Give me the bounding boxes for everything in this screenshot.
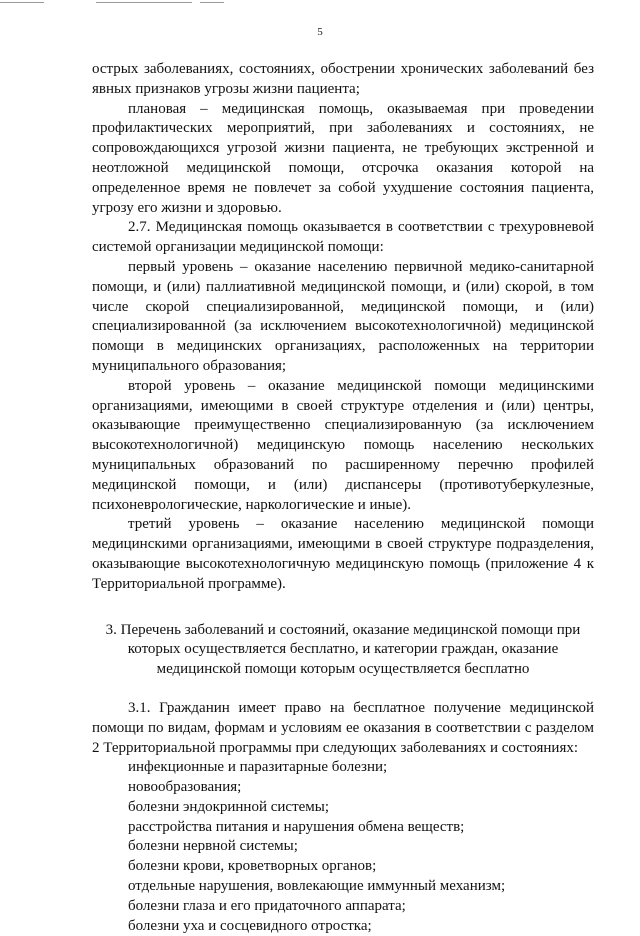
top-scan-rule-left: [0, 2, 44, 3]
section-3-heading: 3. Перечень заболеваний и состояний, оказание медицинской помощи при которых осуществляется бесплатно, и категории граждан, оказание медицинской помощи которым осуществляется бесплатно: [105, 621, 581, 678]
list-item: новообразования;: [128, 779, 242, 796]
paragraph-continuation: острых заболеваниях, состояниях, обострении хронических заболеваний без явных признаков угрозы жизни пациента;: [92, 61, 594, 97]
list-item: болезни эндокринной системы;: [128, 798, 330, 815]
list-item: отдельные нарушения, вовлекающие иммунный механизм;: [128, 878, 506, 895]
list-item: болезни крови, кроветворных органов;: [128, 858, 377, 875]
top-scan-rule-right: [200, 2, 224, 3]
paragraph-first-level: первый уровень – оказание населению первичной медико-санитарной помощи, и (или) паллиативной медицинской помощи, и (или) скорой, в том числе скорой специализированной, медицинской помощи, и (или) специализированной (за исключением высокотехнологичной) медицинской помощи в медицинских организациях, расположенных на территории муниципального образования;: [92, 258, 594, 374]
paragraph-third-level: третий уровень – оказание населению медицинской помощи медицинскими организациями, имеющими в своей структуре подразделения, оказывающие высокотехнологичную медицинскую помощь (приложение 4 к Территориальной программе).: [92, 516, 594, 592]
page-number: 5: [317, 26, 323, 38]
list-item: болезни нервной системы;: [128, 838, 298, 855]
diseases-list: [92, 758, 594, 936]
list-item: инфекционные и паразитарные болезни;: [128, 759, 388, 776]
list-item: болезни уха и сосцевидного отростка;: [128, 917, 372, 934]
list-item: расстройства питания и нарушения обмена веществ;: [128, 818, 465, 835]
paragraph-planned-care: плановая – медицинская помощь, оказываемая при проведении профилактических мероприятий, при заболеваниях и состояниях, не сопровождающихся угрозой жизни пациента, не требующих экстренной и неотложной медицинской помощи, отсрочка оказания которой на определенное время не повлечет за собой ухудшение состояния пациента, угрозу его жизни и здоровью.: [92, 100, 594, 216]
paragraph-3-1: 3.1. Гражданин имеет право на бесплатное получение медицинской помощи по видам, формам и условиям ее оказания в соответствии с разделом 2 Территориальной программы при следующих заболеваниях и состояниях:: [92, 699, 594, 756]
top-scan-rule-middle: [96, 2, 192, 3]
paragraph-second-level: второй уровень – оказание медицинской помощи медицинскими организациями, имеющими в своей структуре отделения и (или) центры, оказывающие преимущественно специализированную (за исключением высокотехнологичной) медицинскую помощь населению нескольких муниципальных образований по расширенному перечню профилей медицинской помощи, и (или) диспансеры (противотуберкулезные, психоневрологические, наркологические и иные).: [92, 377, 594, 513]
document-body: [92, 60, 594, 936]
paragraph-2-7: 2.7. Медицинская помощь оказывается в соответствии с трехуровневой системой организации медицинской помощи:: [92, 219, 594, 256]
list-item: болезни глаза и его придаточного аппарата;: [128, 897, 406, 914]
